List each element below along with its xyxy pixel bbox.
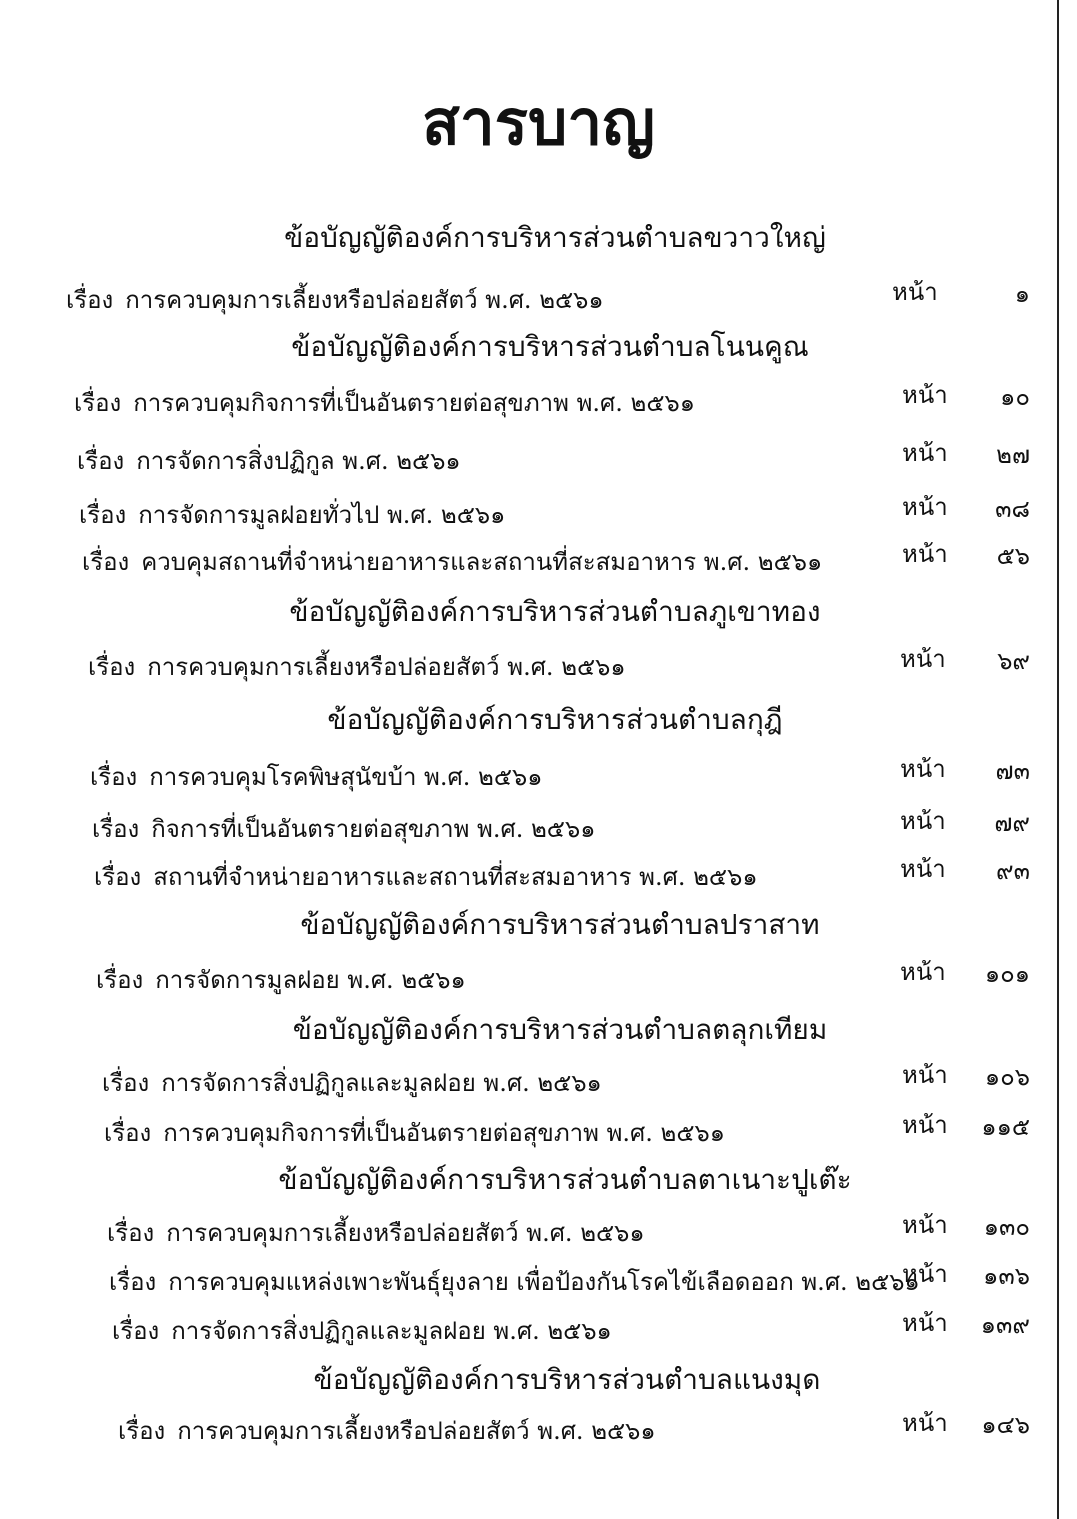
toc-entry [109,1265,920,1299]
page-number: ๑๐๑ [984,960,1030,988]
entry-title: การควบคุมการเลี้ยงหรือปล่อยสัตว์ พ.ศ. ๒๕๖๑ [166,1219,645,1247]
toc-entry [82,545,822,579]
page-number: ๙๓ [996,857,1030,885]
entry-prefix: เรื่อง [109,1268,157,1296]
toc-entry [104,1116,725,1150]
section-heading: ข้อบัญญัติองค์การบริหารส่วนตำบลตาเนาะปูเต๊ะ [278,1163,852,1196]
entry-title: การควบคุมการเลี้ยงหรือปล่อยสัตว์ พ.ศ. ๒๕๖๑ [125,286,604,314]
toc-entry [92,812,595,846]
entry-title: การควบคุมโรคพิษสุนัขบ้า พ.ศ. ๒๕๖๑ [149,763,543,791]
toc-entry [77,444,461,478]
toc-entry [79,498,505,532]
toc-entry [96,963,466,997]
entry-prefix: เรื่อง [88,653,136,681]
entry-prefix: เรื่อง [90,763,138,791]
page-number: ๒๗ [996,441,1030,469]
section-heading: ข้อบัญญัติองค์การบริหารส่วนตำบลตลุกเทียม [292,1013,828,1046]
entry-title: กิจการที่เป็นอันตรายต่อสุขภาพ พ.ศ. ๒๕๖๑ [151,815,596,843]
entry-title: การควบคุมการเลี้ยงหรือปล่อยสัตว์ พ.ศ. ๒๕๖๑ [177,1417,656,1445]
page-number: ๑๓๖ [983,1262,1030,1290]
entry-prefix: เรื่อง [118,1417,166,1445]
page-label: หน้า [900,958,946,986]
entry-prefix: เรื่อง [82,548,130,576]
page-number: ๗๙ [994,809,1030,837]
section-heading: ข้อบัญญัติองค์การบริหารส่วนตำบลภูเขาทอง [289,595,821,628]
entry-title: การจัดการสิ่งปฏิกูล พ.ศ. ๒๕๖๑ [136,447,461,475]
toc-entry [112,1314,612,1348]
page-number: ๑๓๙ [980,1311,1030,1339]
entry-title: การควบคุมการเลี้ยงหรือปล่อยสัตว์ พ.ศ. ๒๕๖๑ [147,653,626,681]
section-heading: ข้อบัญญัติองค์การบริหารส่วนตำบลปราสาท [300,908,820,941]
toc-entry [90,760,542,794]
toc-entry [107,1216,645,1250]
page-label: หน้า [900,855,946,883]
page-label: หน้า [900,645,946,673]
page-number: ๑๔๖ [981,1411,1030,1439]
entry-title: การจัดการมูลฝอยทั่วไป พ.ศ. ๒๕๖๑ [138,501,506,529]
toc-entry [74,386,695,420]
entry-title: ควบคุมสถานที่จำหน่ายอาหารและสถานที่สะสมอาหาร พ.ศ. ๒๕๖๑ [141,548,823,576]
entry-prefix: เรื่อง [79,501,127,529]
entry-prefix: เรื่อง [66,286,114,314]
entry-title: สถานที่จำหน่ายอาหารและสถานที่สะสมอาหาร พ.ศ. ๒๕๖๑ [153,863,758,891]
page-number: ๑ [1014,280,1030,308]
page-label: หน้า [902,439,948,467]
page-label: หน้า [892,278,938,306]
page-label: หน้า [902,381,948,409]
section-heading: ข้อบัญญัติองค์การบริหารส่วนตำบลแนงมุด [313,1363,821,1396]
page-number: ๑๓๐ [983,1213,1030,1241]
toc-entry [88,650,626,684]
toc-entry [94,860,758,894]
page-edge-divider [1057,0,1059,1519]
entry-prefix: เรื่อง [92,815,140,843]
page-label: หน้า [900,755,946,783]
section-heading: ข้อบัญญัติองค์การบริหารส่วนตำบลขวาวใหญ่ [284,221,826,254]
entry-prefix: เรื่อง [94,863,142,891]
page-number: ๕๖ [996,542,1030,570]
entry-prefix: เรื่อง [74,389,122,417]
toc-entry [118,1414,656,1448]
entry-title: การจัดการสิ่งปฏิกูลและมูลฝอย พ.ศ. ๒๕๖๑ [161,1069,602,1097]
toc-entry [102,1066,602,1100]
page-label: หน้า [902,1211,948,1239]
page-label: หน้า [902,1309,948,1337]
page-label: หน้า [902,1409,948,1437]
page-number: ๓๘ [995,495,1030,523]
entry-title: การควบคุมแหล่งเพาะพันธุ์ยุงลาย เพื่อป้องกันโรคไข้เลือดออก พ.ศ. ๒๕๖๑ [168,1268,920,1296]
page-label: หน้า [902,1260,948,1288]
entry-prefix: เรื่อง [107,1219,155,1247]
page-label: หน้า [902,1111,948,1139]
section-heading: ข้อบัญญัติองค์การบริหารส่วนตำบลโนนคูณ [291,330,809,363]
entry-title: การควบคุมกิจการที่เป็นอันตรายต่อสุขภาพ พ.ศ. ๒๕๖๑ [133,389,695,417]
page-number: ๗๓ [995,757,1030,785]
toc-entry [66,283,604,317]
page-label: หน้า [902,493,948,521]
page-number: ๑๐ [1000,383,1030,411]
entry-prefix: เรื่อง [104,1119,152,1147]
entry-prefix: เรื่อง [96,966,144,994]
entry-title: การจัดการมูลฝอย พ.ศ. ๒๕๖๑ [155,966,466,994]
page-number: ๑๐๖ [984,1063,1030,1091]
page-number: ๖๙ [997,647,1030,675]
page-label: หน้า [900,807,946,835]
page-title: สารบาญ [422,86,655,159]
entry-prefix: เรื่อง [77,447,125,475]
page-label: หน้า [902,540,948,568]
page-label: หน้า [902,1061,948,1089]
entry-prefix: เรื่อง [102,1069,150,1097]
entry-title: การจัดการสิ่งปฏิกูลและมูลฝอย พ.ศ. ๒๕๖๑ [171,1317,612,1345]
entry-prefix: เรื่อง [112,1317,160,1345]
page-number: ๑๑๕ [981,1113,1030,1141]
entry-title: การควบคุมกิจการที่เป็นอันตรายต่อสุขภาพ พ.ศ. ๒๕๖๑ [163,1119,725,1147]
section-heading: ข้อบัญญัติองค์การบริหารส่วนตำบลกุฎี [327,703,783,736]
